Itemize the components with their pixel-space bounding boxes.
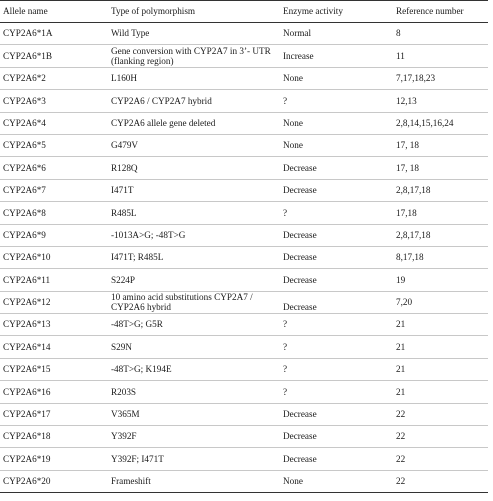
activity-cell: ? — [280, 314, 393, 336]
activity-cell: ? — [280, 202, 393, 224]
activity-cell: None — [280, 67, 393, 89]
activity-cell: Decrease — [280, 448, 393, 470]
table-row — [0, 90, 488, 112]
allele-cell: CYP2A6*2 — [0, 67, 108, 89]
reference-cell: 21 — [393, 358, 488, 380]
table-row — [0, 134, 488, 156]
reference-cell: 21 — [393, 381, 488, 403]
header-row — [0, 1, 488, 23]
reference-cell: 17, 18 — [393, 134, 488, 156]
activity-cell — [280, 291, 393, 313]
allele-cell: CYP2A6*18 — [0, 426, 108, 448]
allele-cell: CYP2A6*12 — [0, 291, 108, 313]
allele-cell: CYP2A6*3 — [0, 90, 108, 112]
header-allele-name: Allele name — [0, 1, 108, 23]
reference-cell: 21 — [393, 336, 488, 358]
activity-cell: Normal — [280, 23, 393, 45]
type-cell: R203S — [108, 381, 280, 403]
activity-cell: Decrease — [280, 426, 393, 448]
table-body — [0, 23, 488, 493]
activity-cell: Decrease — [280, 157, 393, 179]
type-cell: -48T>G; G5R — [108, 314, 280, 336]
activity-cell: ? — [280, 336, 393, 358]
reference-cell: 21 — [393, 314, 488, 336]
activity-cell: None — [280, 470, 393, 492]
allele-cell: CYP2A6*15 — [0, 358, 108, 380]
allele-cell: CYP2A6*16 — [0, 381, 108, 403]
table-row — [0, 314, 488, 336]
allele-cell: CYP2A6*1B — [0, 45, 108, 67]
allele-cell: CYP2A6*5 — [0, 134, 108, 156]
activity-cell: Increase — [280, 45, 393, 67]
type-cell: I471T — [108, 179, 280, 201]
allele-cell: CYP2A6*20 — [0, 470, 108, 492]
type-cell: R128Q — [108, 157, 280, 179]
reference-cell: 8 — [393, 23, 488, 45]
type-cell: S224P — [108, 269, 280, 291]
reference-cell: 22 — [393, 448, 488, 470]
header-reference-number: Reference number — [393, 1, 488, 23]
allele-cell: CYP2A6*19 — [0, 448, 108, 470]
allele-cell: CYP2A6*1A — [0, 23, 108, 45]
activity-text: Decrease — [283, 301, 317, 312]
table-row — [0, 157, 488, 179]
activity-cell: Decrease — [280, 179, 393, 201]
table-row — [0, 45, 488, 67]
type-cell: Y392F; I471T — [108, 448, 280, 470]
activity-cell: None — [280, 112, 393, 134]
reference-cell: 2,8,14,15,16,24 — [393, 112, 488, 134]
type-cell: S29N — [108, 336, 280, 358]
activity-cell: Decrease — [280, 269, 393, 291]
table-row — [0, 426, 488, 448]
allele-cell: CYP2A6*7 — [0, 179, 108, 201]
activity-cell: Decrease — [280, 224, 393, 246]
type-cell: Y392F — [108, 426, 280, 448]
allele-cell: CYP2A6*9 — [0, 224, 108, 246]
reference-cell: 22 — [393, 403, 488, 425]
reference-cell: 19 — [393, 269, 488, 291]
table-row — [0, 112, 488, 134]
reference-cell: 2,8,17,18 — [393, 179, 488, 201]
type-cell: 10 amino acid substitutions CYP2A7 / CYP2A6 hybrid — [108, 291, 280, 313]
allele-cell: CYP2A6*6 — [0, 157, 108, 179]
type-cell: R485L — [108, 202, 280, 224]
reference-cell: 12,13 — [393, 90, 488, 112]
type-cell: Gene conversion with CYP2A7 in 3’- UTR (flanking region) — [108, 45, 280, 67]
table-row — [0, 448, 488, 470]
reference-cell: 2,8,17,18 — [393, 224, 488, 246]
allele-cell: CYP2A6*4 — [0, 112, 108, 134]
table-row — [0, 336, 488, 358]
reference-cell: 7,17,18,23 — [393, 67, 488, 89]
table-row — [0, 470, 488, 492]
activity-cell: ? — [280, 381, 393, 403]
type-cell: V365M — [108, 403, 280, 425]
allele-cell: CYP2A6*10 — [0, 246, 108, 268]
allele-cell: CYP2A6*17 — [0, 403, 108, 425]
reference-cell: 17,18 — [393, 202, 488, 224]
activity-cell: ? — [280, 90, 393, 112]
table-row — [0, 23, 488, 45]
activity-cell: ? — [280, 358, 393, 380]
reference-cell: 17, 18 — [393, 157, 488, 179]
type-cell: -48T>G; K194E — [108, 358, 280, 380]
activity-cell: Decrease — [280, 403, 393, 425]
header-enzyme-activity: Enzyme activity — [280, 1, 393, 23]
table-row — [0, 381, 488, 403]
allele-cell: CYP2A6*13 — [0, 314, 108, 336]
type-cell: CYP2A6 allele gene deleted — [108, 112, 280, 134]
allele-cell: CYP2A6*14 — [0, 336, 108, 358]
table-row — [0, 179, 488, 201]
activity-cell: None — [280, 134, 393, 156]
reference-cell: 22 — [393, 426, 488, 448]
allele-cell: CYP2A6*8 — [0, 202, 108, 224]
type-cell: Wild Type — [108, 23, 280, 45]
type-cell: G479V — [108, 134, 280, 156]
table-header — [0, 1, 488, 23]
table-row — [0, 246, 488, 268]
type-cell: CYP2A6 / CYP2A7 hybrid — [108, 90, 280, 112]
type-cell: -1013A>G; -48T>G — [108, 224, 280, 246]
table-row — [0, 358, 488, 380]
table-row — [0, 291, 488, 313]
table-row — [0, 224, 488, 246]
activity-cell: Decrease — [280, 246, 393, 268]
allele-cell: CYP2A6*11 — [0, 269, 108, 291]
reference-cell: 8,17,18 — [393, 246, 488, 268]
type-cell: I471T; R485L — [108, 246, 280, 268]
table-row — [0, 202, 488, 224]
type-cell: L160H — [108, 67, 280, 89]
table-row — [0, 403, 488, 425]
table-row — [0, 67, 488, 89]
reference-cell: 7,20 — [393, 291, 488, 313]
reference-cell: 22 — [393, 470, 488, 492]
type-cell: Frameshift — [108, 470, 280, 492]
reference-cell: 11 — [393, 45, 488, 67]
header-type-of-polymorphism: Type of polymorphism — [108, 1, 280, 23]
table-row — [0, 269, 488, 291]
